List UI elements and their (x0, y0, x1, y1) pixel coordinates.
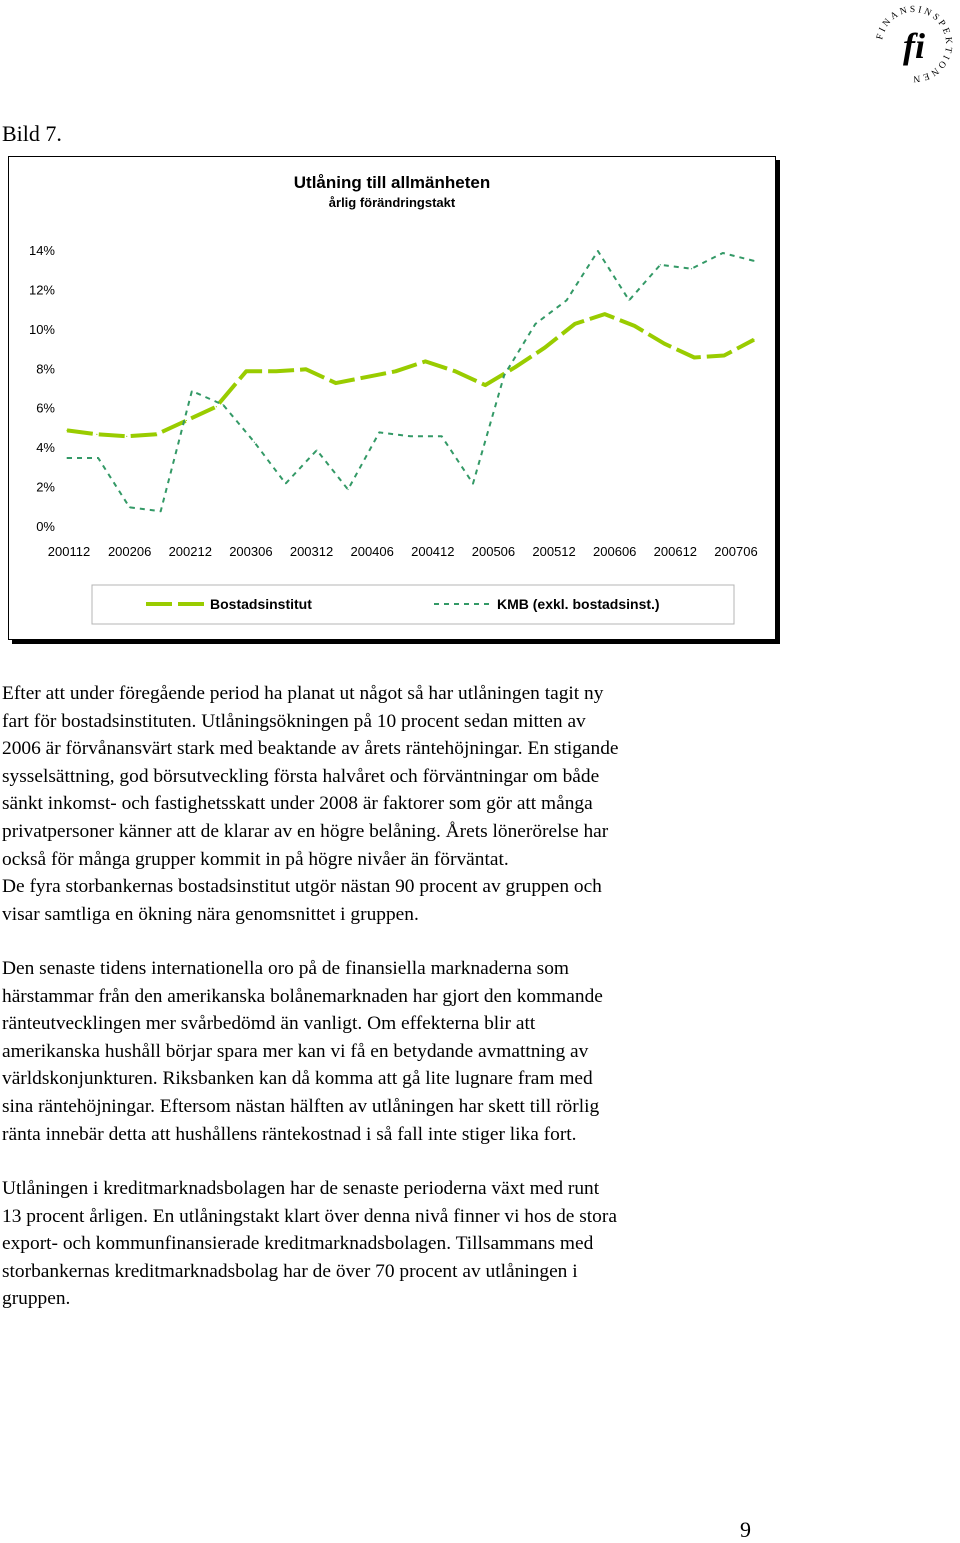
data-point-kmb (441, 436, 442, 437)
y-axis (29, 243, 55, 534)
y-tick-label: 14% (28, 243, 55, 258)
data-point-kmb (566, 300, 567, 301)
finansinspektionen-logo (872, 2, 956, 86)
data-point-bostadsinstitut (365, 377, 366, 378)
series-layer (66, 250, 754, 511)
paragraph-3 (2, 1175, 952, 1313)
paragraph-2-line: sina räntehöjningar. Eftersom nästan hälften av utlåningen har skett till rörlig (2, 1095, 600, 1117)
data-point-bostadsinstitut (634, 325, 635, 326)
data-point-bostadsinstitut (335, 382, 336, 383)
data-point-kmb (410, 436, 411, 437)
data-point-kmb (660, 264, 661, 265)
data-point-kmb (753, 260, 754, 261)
data-point-bostadsinstitut (664, 343, 665, 344)
data-point-kmb (160, 511, 161, 512)
data-point-kmb (628, 300, 629, 301)
paragraph-2-line: härstammar från den amerikanska bolånemarknaden har gjort den kommande (2, 985, 603, 1007)
data-point-bostadsinstitut (574, 323, 575, 324)
data-point-kmb (98, 457, 99, 458)
data-point-kmb (379, 432, 380, 433)
data-point-bostadsinstitut (66, 430, 67, 431)
data-point-bostadsinstitut (186, 420, 187, 421)
data-point-bostadsinstitut (425, 361, 426, 362)
data-point-bostadsinstitut (395, 371, 396, 372)
data-point-bostadsinstitut (216, 406, 217, 407)
paragraph-1-line: fart för bostadsinstituten. Utlåningsökningen på 10 procent sedan mitten av (2, 710, 586, 732)
data-point-kmb (472, 483, 473, 484)
chart-frame (8, 156, 776, 640)
data-point-kmb (223, 404, 224, 405)
x-tick-label: 200312 (289, 544, 334, 559)
data-point-kmb (285, 483, 286, 484)
y-tick-label: 6% (36, 400, 55, 416)
paragraph-1-line: 2006 är förvånansvärt stark med beaktande av årets räntehöjningar. En stigande (2, 738, 619, 760)
paragraph-1-line: också för många grupper kommit in på högre nivåer än förväntat. (2, 848, 509, 870)
x-tick-label: 200112 (47, 544, 91, 559)
legend-label-kmb: KMB (exkl. bostadsinst.) (497, 596, 660, 612)
logo-monogram: fi (903, 26, 925, 66)
data-point-bostadsinstitut (724, 355, 725, 356)
x-tick-label: 200206 (107, 544, 152, 559)
chart-subtitle: årlig förändringstakt (328, 195, 456, 210)
paragraph-3-line: storbankernas kreditmarknadsbolag har de över 70 procent av utlåningen i (2, 1260, 578, 1282)
paragraph-3-line: Utlåningen i kreditmarknadsbolagen har de senaste perioderna växt med runt (2, 1178, 600, 1199)
paragraph-3-line: export- och kommunfinansierade kreditmarknadsbolagen. Tillsammans med (2, 1233, 594, 1255)
x-axis (48, 544, 758, 559)
x-tick-label: 200612 (653, 544, 698, 559)
paragraph-2-line: amerikanska hushåll börjar spara mer kan vi få en betydande avmattning av (2, 1040, 589, 1062)
chart-legend (92, 585, 734, 624)
paragraph-1-line: sysselsättning, god börsutveckling första halvåret och förväntningar om både (2, 765, 600, 787)
data-point-bostadsinstitut (694, 357, 695, 358)
paragraph-1-line: De fyra storbankernas bostadsinstitut utgör nästan 90 procent av gruppen och (2, 876, 602, 898)
series-line-kmb (67, 251, 754, 511)
paragraph-1 (2, 680, 952, 928)
y-tick-label: 12% (28, 282, 55, 298)
data-point-bostadsinstitut (455, 371, 456, 372)
x-tick-label: 200412 (411, 544, 455, 559)
data-point-bostadsinstitut (753, 339, 754, 340)
x-tick-label: 200512 (532, 544, 576, 559)
figure-caption: Bild 7. (2, 121, 62, 146)
data-point-kmb (191, 390, 192, 391)
x-tick-label: 200706 (714, 544, 758, 559)
x-tick-label: 200406 (350, 544, 394, 559)
x-tick-label: 200212 (168, 544, 212, 559)
x-tick-label: 200506 (471, 544, 516, 559)
data-point-kmb (254, 442, 255, 443)
series-line-bostadsinstitut (67, 314, 754, 436)
paragraph-2-line: Den senaste tidens internationella oro på de finansiella marknaderna som (2, 958, 569, 979)
page-number: 9 (740, 1517, 751, 1542)
y-tick-label: 0% (36, 519, 55, 534)
paragraph-3-line: 13 procent årligen. En utlåningstakt klart över denna nivå finner vi hos de stora (2, 1205, 617, 1227)
x-tick-label: 200306 (229, 544, 273, 559)
data-point-bostadsinstitut (96, 434, 97, 435)
paragraph-3-line: gruppen. (2, 1288, 71, 1310)
data-point-bostadsinstitut (485, 384, 486, 385)
paragraph-2-line: ränteutvecklingen mer svårbedömd än vanligt. Om effekterna blir att (2, 1013, 536, 1035)
logo-ring-text: FINANSINSPEKTIONEN (875, 4, 954, 84)
y-tick-label: 10% (28, 321, 55, 337)
data-point-kmb (504, 375, 505, 376)
data-point-kmb (722, 252, 723, 253)
paragraph-1-line: privatpersoner känner att de klarar av en högre belåning. Årets lönerörelse har (2, 820, 609, 842)
y-tick-label: 2% (36, 479, 55, 495)
data-point-bostadsinstitut (275, 371, 276, 372)
data-point-kmb (691, 268, 692, 269)
line-chart (9, 157, 775, 639)
data-point-bostadsinstitut (246, 371, 247, 372)
data-point-kmb (129, 507, 130, 508)
data-point-bostadsinstitut (514, 367, 515, 368)
data-point-kmb (66, 457, 67, 458)
data-point-bostadsinstitut (156, 434, 157, 435)
y-tick-label: 4% (36, 440, 55, 456)
data-point-kmb (597, 250, 598, 251)
paragraph-2-line: världskonjunkturen. Riksbanken kan då komma att gå lite lugnare fram med (2, 1068, 593, 1090)
paragraph-2-line: ränta innebär detta att hushållens räntekostnad i så fall inte stiger lika fort. (2, 1123, 577, 1145)
data-point-kmb (535, 323, 536, 324)
data-point-kmb (316, 450, 317, 451)
data-point-bostadsinstitut (126, 436, 127, 437)
data-point-kmb (347, 489, 348, 490)
paragraph-1-line: Efter att under föregående period ha planat ut något så har utlåningen tagit ny (2, 683, 604, 704)
legend-label-bostadsinstitut: Bostadsinstitut (210, 596, 312, 612)
chart-title: Utlåning till allmänheten (293, 173, 491, 192)
data-point-bostadsinstitut (305, 369, 306, 370)
data-point-bostadsinstitut (604, 313, 605, 314)
y-tick-label: 8% (36, 361, 55, 377)
data-point-bostadsinstitut (544, 347, 545, 348)
paragraph-1-line: sänkt inkomst- och fastighetsskatt under 2008 är faktorer som gör att många (2, 793, 593, 815)
paragraph-2 (2, 955, 952, 1148)
x-tick-label: 200606 (593, 544, 637, 559)
paragraph-1-line: visar samtliga en ökning nära genomsnittet i gruppen. (2, 903, 419, 925)
